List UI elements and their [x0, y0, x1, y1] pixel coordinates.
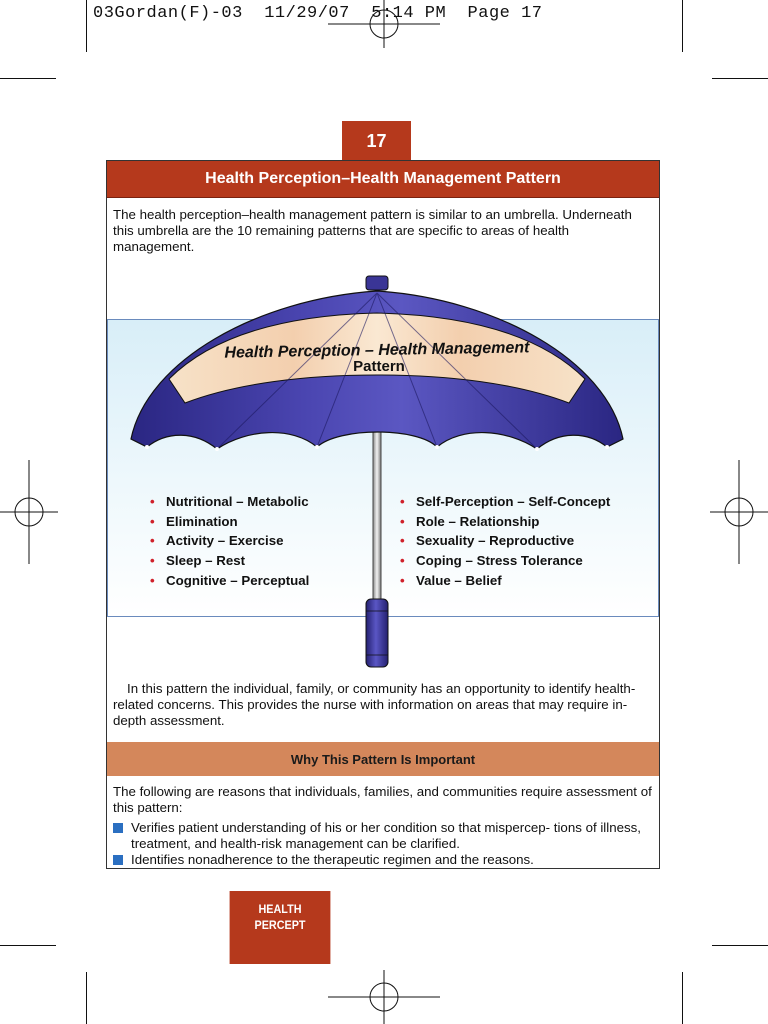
registration-mark-bottom — [328, 970, 440, 1024]
page-number-tab: 17 — [342, 121, 411, 161]
list-item: • Coping – Stress Tolerance — [400, 551, 610, 571]
registration-mark-left — [0, 460, 58, 564]
umbrella-band-line2: Pattern — [353, 358, 405, 375]
reasons-list — [113, 820, 653, 868]
list-item: • Sleep – Rest — [150, 551, 309, 571]
pattern-card — [106, 160, 660, 869]
list-item: • Sexuality – Reproductive — [400, 531, 610, 551]
list-item: • Self-Perception – Self-Concept — [400, 492, 610, 512]
list-item: • Nutritional – Metabolic — [150, 492, 309, 512]
print-slug: 03Gordan(F)-03 11/29/07 5:14 PM Page 17 — [93, 4, 543, 23]
list-item: • Activity – Exercise — [150, 531, 309, 551]
thumb-tab-line1: HEALTH — [258, 902, 302, 916]
thumb-tab-line2: PERCEPT — [254, 918, 306, 932]
registration-mark-right — [710, 460, 768, 564]
why-heading: Why This Pattern Is Important — [107, 742, 659, 776]
registration-mark-top — [328, 0, 440, 50]
section-title: Health Perception–Health Management Pattern — [107, 161, 659, 198]
intro-paragraph: The health perception–health management pattern is similar to an umbrella. Underneath this umbrella are the 10 remaining patterns that are specific to areas of health management. — [113, 207, 632, 254]
umbrella-illustration — [107, 271, 659, 671]
list-item: • Value – Belief — [400, 571, 610, 591]
list-item: Identifies nonadherence to the therapeutic regimen and the reasons. — [113, 852, 653, 868]
list-item: • Role – Relationship — [400, 512, 610, 532]
list-item: Verifies patient understanding of his or her condition so that mispercep- tions of illness, treatment, and health-risk management can be clarified. — [113, 820, 653, 852]
thumb-index-tab — [230, 891, 331, 964]
why-intro: The following are reasons that individuals, families, and communities require assessment of this pattern: — [113, 784, 652, 815]
list-item: • Elimination — [150, 512, 309, 532]
assessment-paragraph: In this pattern the individual, family, or community has an opportunity to identify health-related concerns. This provides the nurse with information on areas that may require in-depth assessment. — [113, 681, 636, 728]
list-item: • Cognitive – Perceptual — [150, 571, 309, 591]
umbrella-band-line1: Health Perception – Health Management — [224, 339, 530, 362]
